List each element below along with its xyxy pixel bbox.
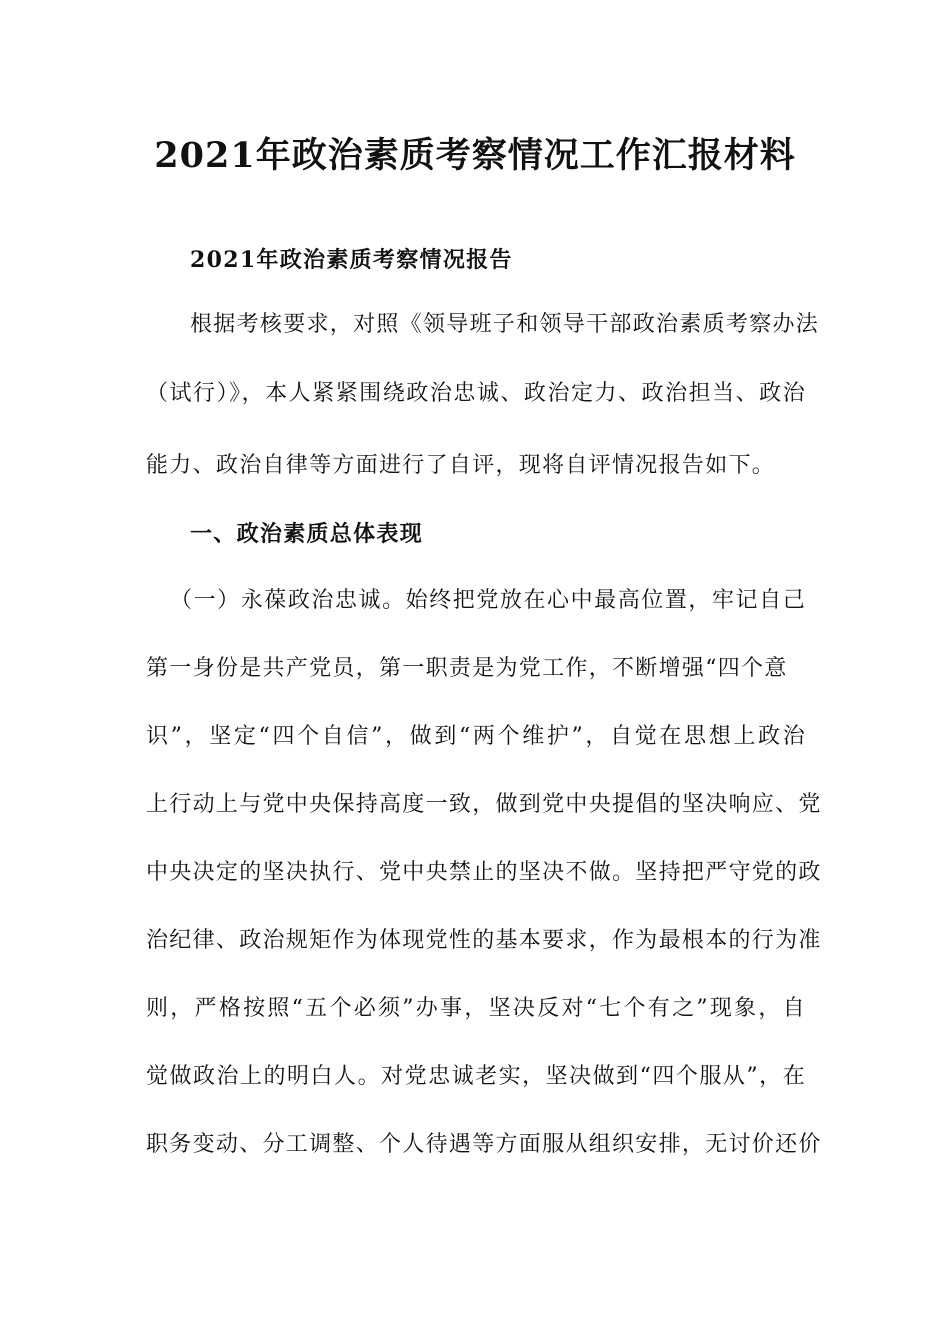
paragraph-line: 识”，坚定“四个自信”，做到“两个维护”，自觉在思想上政治 [146, 724, 806, 749]
paragraph-line: 能力、政治自律等方面进行了自评，现将自评情况报告如下。 [146, 453, 776, 478]
paragraph-line: 第一身份是共产党员，第一职责是为党工作，不断增强“四个意 [146, 656, 788, 681]
paragraph-line: （一）永葆政治忠诚。始终把党放在心中最高位置，牢记自己 [170, 588, 806, 613]
paragraph-line: 上行动上与党中央保持高度一致，做到党中央提倡的坚决响应、党 [146, 792, 822, 817]
paragraph-line: （试行）》，本人紧紧围绕政治忠诚、政治定力、政治担当、政治 [146, 381, 806, 406]
section-heading: 一、政治素质总体表现 [190, 521, 424, 547]
paragraph-line: 根据考核要求，对照《领导班子和领导干部政治素质考察办法 [190, 312, 820, 337]
report-subtitle: 2021年政治素质考察情况报告 [190, 247, 513, 273]
paragraph-line: 职务变动、分工调整、个人待遇等方面服从组织安排，无讨价还价 [146, 1132, 822, 1157]
paragraph-line: 中央决定的坚决执行、党中央禁止的坚决不做。坚持把严守党的政 [146, 860, 822, 885]
document-title: 2021年政治素质考察情况工作汇报材料 [154, 135, 796, 176]
paragraph-line: 则，严格按照“五个必须”办事，坚决反对“七个有之”现象，自 [146, 996, 806, 1021]
paragraph-line: 治纪律、政治规矩作为体现党性的基本要求，作为最根本的行为准 [146, 928, 822, 953]
paragraph-line: 觉做政治上的明白人。对党忠诚老实，坚决做到“四个服从”，在 [146, 1064, 806, 1089]
